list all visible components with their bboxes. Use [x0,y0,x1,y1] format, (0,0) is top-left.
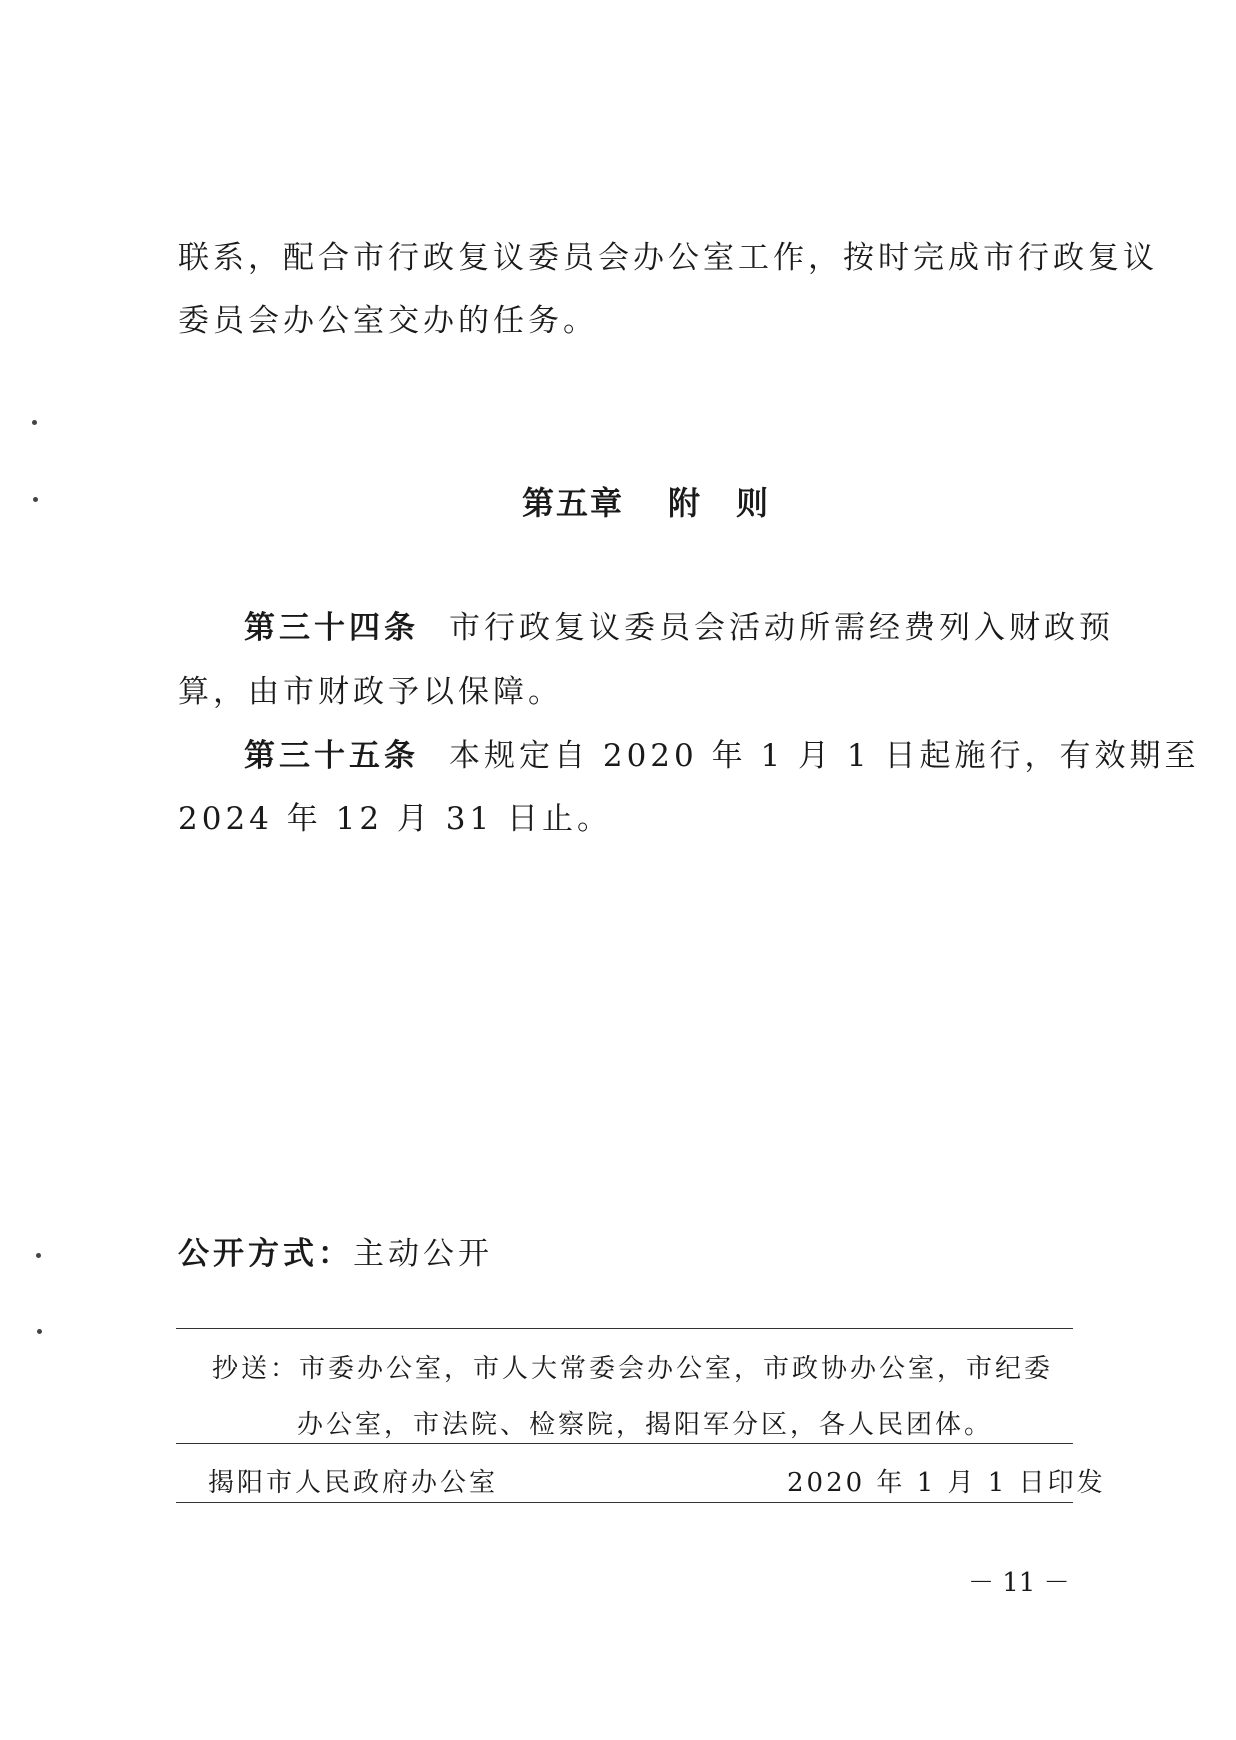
issuer: 揭阳市人民政府办公室 [208,1468,499,1498]
article-text: 本规定自 2020 年 1 月 1 日起施行，有效期至 [449,738,1200,774]
margin-dot [32,420,37,425]
divider [176,1502,1073,1503]
issue-date: 2020 年 1 月 1 日印发 [787,1468,1106,1498]
paragraph-line: 委员会办公室交办的任务。 [178,303,598,339]
cc-line: 办公室，市法院、检察院，揭阳军分区，各人民团体。 [297,1410,994,1440]
disclosure-label: 公开方式： [178,1236,353,1272]
disclosure-value: 主动公开 [353,1236,493,1272]
margin-dot [33,497,38,502]
chapter-number: 第五章 [522,484,625,522]
chapter-name: 附 则 [668,484,771,522]
chapter-title [522,478,770,524]
paragraph-line: 算，由市财政予以保障。 [178,674,563,710]
paragraph-line: 2024 年 12 月 31 日止。 [178,801,613,837]
article-text: 市行政复议委员会活动所需经费列入财政预 [449,610,1114,646]
page-number: － 11 － [968,1568,1070,1598]
cc-line: 抄送：市委办公室，市人大常委会办公室，市政协办公室，市纪委 [212,1354,1054,1384]
article-34 [244,602,1114,647]
divider [176,1328,1073,1329]
paragraph-line: 联系，配合市行政复议委员会办公室工作，按时完成市行政复议 [178,240,1158,276]
disclosure [178,1228,493,1273]
margin-dot [36,1253,41,1258]
margin-dot [37,1329,42,1334]
article-label: 第三十五条 [244,738,419,774]
divider [176,1443,1073,1444]
article-35 [244,730,1199,775]
article-label: 第三十四条 [244,610,419,646]
